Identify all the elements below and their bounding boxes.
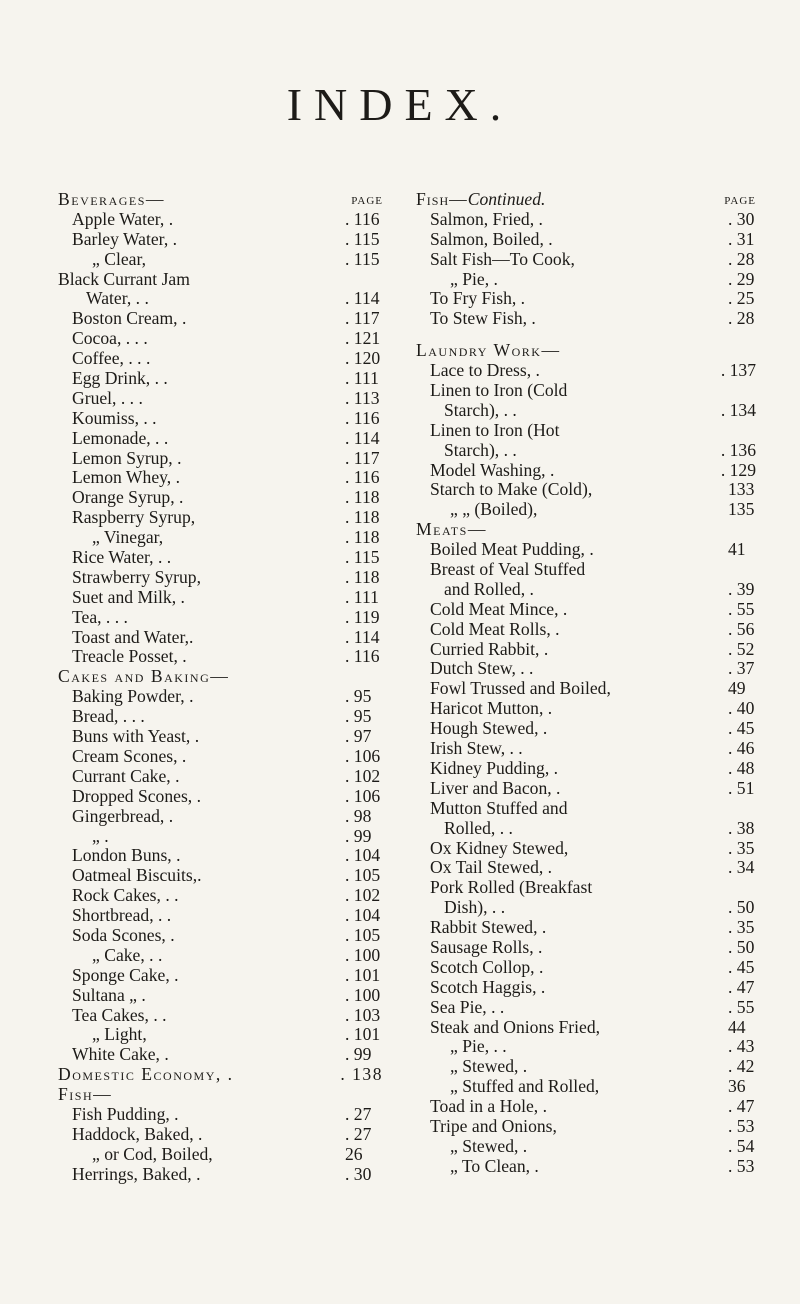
page-number: . 28: [728, 308, 755, 329]
entry-label: Lemonade, . .: [72, 427, 169, 448]
entry-label: Tea, . . .: [72, 606, 128, 627]
entry-label: and Rolled, .: [444, 578, 534, 599]
page-number: . 37: [728, 658, 755, 679]
entry-label: Starch to Make (Cold),: [430, 479, 593, 500]
entry-label: Model Washing, .: [430, 459, 555, 480]
index-entry: [416, 1117, 756, 1137]
entry-label: Strawberry Syrup,: [72, 566, 201, 587]
page-number: 36: [728, 1076, 746, 1097]
index-entry: [58, 1145, 383, 1165]
page-number: . 50: [728, 897, 755, 918]
page-number: . 136: [720, 439, 756, 460]
index-entry: [416, 739, 756, 759]
page-number: . 114: [345, 626, 380, 647]
entry-label: Beverages—: [58, 189, 165, 209]
page-number: . 42: [728, 1056, 755, 1077]
index-entry: [416, 759, 756, 779]
index-entry: [58, 270, 383, 290]
index-entry: [416, 289, 756, 309]
entry-label: Coffee, . . .: [72, 348, 151, 369]
page-number: . 52: [728, 638, 755, 659]
entry-label: „ Stuffed and Rolled,: [450, 1076, 600, 1097]
index-entry: [58, 468, 383, 488]
index-entry: [58, 349, 383, 369]
page-number: . 103: [345, 1004, 381, 1025]
page-number: . 55: [728, 996, 755, 1017]
section-heading: [416, 341, 756, 361]
entry-label: Liver and Bacon, .: [430, 777, 561, 798]
page-number: . 30: [345, 1163, 372, 1184]
entry-label: Laundry Work—: [416, 340, 561, 361]
entry-label: Raspberry Syrup,: [72, 507, 196, 528]
entry-label: Baking Powder, .: [72, 686, 194, 707]
index-entry: [416, 659, 756, 679]
page-number: . 25: [728, 288, 755, 309]
page-number: . 56: [728, 618, 755, 639]
entry-label: Sponge Cake, .: [72, 964, 179, 985]
index-entry: [416, 918, 756, 938]
section-heading: [58, 667, 383, 687]
entry-label: Cakes and Baking—: [58, 666, 230, 687]
index-entry: [58, 986, 383, 1006]
page-number: . 116: [345, 467, 380, 488]
entry-label: Salmon, Fried, .: [430, 208, 543, 229]
page-number: . 27: [345, 1103, 372, 1124]
page-number: . 134: [720, 399, 756, 420]
index-entry: [58, 966, 383, 986]
index-entry: [58, 1045, 383, 1065]
page-number: . 115: [345, 547, 380, 568]
entry-label: Black Currant Jam: [58, 268, 190, 289]
index-entry: [416, 1037, 756, 1057]
section-heading: [58, 190, 383, 210]
index-entry: [58, 488, 383, 508]
index-entry: [416, 799, 756, 819]
page-number: . 99: [345, 825, 372, 846]
index-entry: [58, 906, 383, 926]
index-entry: [58, 230, 383, 250]
page-number: . 114: [345, 288, 380, 309]
page-number: . 115: [345, 228, 380, 249]
page-number: . 54: [728, 1135, 755, 1156]
index-entry: [58, 1105, 383, 1125]
index-entry: [58, 846, 383, 866]
index-entry: [58, 309, 383, 329]
index-entry: [416, 719, 756, 739]
page-number: . 48: [728, 757, 755, 778]
entry-label: Tripe and Onions,: [430, 1115, 557, 1136]
entry-label: Fish Pudding, .: [72, 1103, 179, 1124]
entry-label: Fish—: [416, 189, 468, 209]
entry-label: Starch), . .: [444, 439, 517, 460]
entry-label: Shortbread, . .: [72, 905, 172, 926]
page-number: . 104: [345, 905, 381, 926]
page-number: . 117: [345, 447, 380, 468]
entry-label: To Stew Fish, .: [430, 308, 536, 329]
page-number: . 138: [340, 1064, 383, 1085]
index-entry: [416, 938, 756, 958]
page-number: . 38: [728, 817, 755, 838]
continued-label: Continued.: [467, 189, 546, 209]
index-entries-left: [58, 210, 383, 1185]
index-entry: [58, 727, 383, 747]
entry-label: Fowl Trussed and Boiled,: [430, 678, 611, 699]
index-entry: [58, 409, 383, 429]
entry-label: Linen to Iron (Cold: [430, 380, 568, 401]
entry-label: Boston Cream, .: [72, 308, 187, 329]
index-entry: [416, 1097, 756, 1117]
entry-label: Bread, . . .: [72, 706, 145, 727]
entry-label: Ox Tail Stewed, .: [430, 857, 553, 878]
page-number: . 119: [345, 606, 380, 627]
index-entry: [416, 958, 756, 978]
page-number: . 105: [345, 924, 381, 945]
entry-label: Toad in a Hole, .: [430, 1096, 548, 1117]
index-entry: [58, 946, 383, 966]
index-entry: [416, 401, 756, 421]
index-entry: [416, 230, 756, 250]
section-heading: [58, 1065, 383, 1085]
page-number: . 45: [728, 956, 755, 977]
index-entry: [416, 620, 756, 640]
page-number: . 99: [345, 1044, 372, 1065]
entry-label: Haddock, Baked, .: [72, 1123, 203, 1144]
index-entry: [416, 1057, 756, 1077]
index-column-left: [58, 190, 383, 1185]
page-number: . 47: [728, 1096, 755, 1117]
page-number: . 111: [345, 586, 379, 607]
entry-label: „ „ (Boiled),: [450, 499, 538, 520]
page-number: . 43: [728, 1036, 755, 1057]
page-number: . 106: [345, 745, 381, 766]
entry-label: Curried Rabbit, .: [430, 638, 549, 659]
index-entry: [416, 1157, 756, 1177]
page-number: . 118: [345, 527, 380, 548]
entry-label: „ To Clean, .: [450, 1155, 539, 1176]
index-entry: [416, 270, 756, 290]
index-entry: [58, 787, 383, 807]
index-entry: [58, 389, 383, 409]
entry-label: Tea Cakes, . .: [72, 1004, 167, 1025]
entry-label: Egg Drink, . .: [72, 368, 168, 389]
index-entry: [58, 1025, 383, 1045]
section-heading: [416, 520, 756, 540]
entry-label: Dutch Stew, . .: [430, 658, 534, 679]
index-entry: [416, 250, 756, 270]
page-number: . 53: [728, 1115, 755, 1136]
page-title: INDEX.: [286, 79, 514, 130]
page-number: . 120: [345, 348, 381, 369]
page-number: . 121: [345, 328, 381, 349]
entry-label: Suet and Milk, .: [72, 586, 185, 607]
entry-label: Oatmeal Biscuits,.: [72, 865, 202, 886]
index-entry: [416, 560, 756, 580]
index-entry: [416, 361, 756, 381]
page-number: . 104: [345, 845, 381, 866]
page-number: . 117: [345, 308, 380, 329]
index-entry: [58, 747, 383, 767]
page-number: . 116: [345, 208, 380, 229]
index-entry: [58, 608, 383, 628]
page-number: . 106: [345, 785, 381, 806]
entry-label: London Buns, .: [72, 845, 181, 866]
page-number: . 118: [345, 566, 380, 587]
entry-label: Meats—: [416, 519, 487, 540]
page-number: . 28: [728, 248, 755, 269]
entry-label: Dish), . .: [444, 897, 506, 918]
entry-label: Cocoa, . . .: [72, 328, 148, 349]
index-entry: [58, 588, 383, 608]
index-entry: [416, 441, 756, 461]
entry-label: Cream Scones, .: [72, 745, 187, 766]
page-number: . 47: [728, 976, 755, 997]
page-number: . 137: [720, 360, 756, 381]
page-column-label: PAGE: [724, 195, 756, 207]
entry-label: Scotch Collop, .: [430, 956, 544, 977]
index-entry: [58, 628, 383, 648]
entry-label: To Fry Fish, .: [430, 288, 526, 309]
index-entry: [58, 1006, 383, 1026]
index-entry: [416, 540, 756, 560]
entry-label: Kidney Pudding, .: [430, 757, 559, 778]
page-number: . 101: [345, 964, 381, 985]
index-entry: [416, 998, 756, 1018]
entry-label: „ Pie, . .: [450, 1036, 507, 1057]
page-number: . 30: [728, 208, 755, 229]
entry-label: „ Stewed, .: [450, 1056, 528, 1077]
entry-label: Apple Water, .: [72, 208, 174, 229]
index-entry: [58, 827, 383, 847]
page-number: . 115: [345, 248, 380, 269]
entry-label: „ Cake, . .: [92, 944, 163, 965]
page-number: . 40: [728, 698, 755, 719]
entry-label: Water, . .: [86, 288, 149, 309]
page-number: . 105: [345, 865, 381, 886]
entry-label: Mutton Stuffed and: [430, 797, 568, 818]
index-entry: [416, 461, 756, 481]
page-number: . 29: [728, 268, 755, 289]
entry-label: Sultana „ .: [72, 984, 146, 1005]
entry-label: Domestic Economy, .: [58, 1064, 234, 1085]
index-entry: [58, 1125, 383, 1145]
entry-label: Salmon, Boiled, .: [430, 228, 553, 249]
index-entry: [58, 568, 383, 588]
page-column-label: PAGE: [351, 195, 383, 207]
index-entry: [58, 647, 383, 667]
index-entry: [58, 866, 383, 886]
index-entry: [58, 707, 383, 727]
entry-label: Ox Kidney Stewed,: [430, 837, 569, 858]
page-number: 49: [728, 678, 746, 699]
index-entry: [416, 421, 756, 441]
entry-label: Toast and Water,.: [72, 626, 194, 647]
entry-label: „ Stewed, .: [450, 1135, 528, 1156]
index-entry: [416, 839, 756, 859]
index-entry: [58, 1165, 383, 1185]
index-entry: [58, 449, 383, 469]
entry-label: Haricot Mutton, .: [430, 698, 553, 719]
index-entry: [416, 500, 756, 520]
page-number: . 95: [345, 686, 372, 707]
entry-label: „ Vinegar,: [92, 527, 164, 548]
index-entry: [416, 1137, 756, 1157]
index-entry: [416, 580, 756, 600]
page-number: . 116: [345, 407, 380, 428]
index-entry: [416, 699, 756, 719]
page-number: . 27: [345, 1123, 372, 1144]
entry-label: „ Clear,: [92, 248, 147, 269]
entry-label: Buns with Yeast, .: [72, 726, 200, 747]
index-entry: [58, 369, 383, 389]
entry-label: Lemon Syrup, .: [72, 447, 182, 468]
entry-label: Lemon Whey, .: [72, 467, 180, 488]
entry-label: Irish Stew, . .: [430, 738, 523, 759]
section-heading: [58, 1085, 383, 1105]
entry-label: Cold Meat Rolls, .: [430, 618, 560, 639]
page-number: . 102: [345, 885, 381, 906]
entry-label: Currant Cake, .: [72, 765, 180, 786]
entry-label: Starch), . .: [444, 399, 517, 420]
entry-label: Salt Fish—To Cook,: [430, 248, 575, 269]
index-entry: [416, 819, 756, 839]
entry-label: Rolled, . .: [444, 817, 513, 838]
entry-label: „ Light,: [92, 1024, 147, 1045]
page-number: . 97: [345, 726, 372, 747]
page-number: . 98: [345, 805, 372, 826]
page-number: . 129: [720, 459, 756, 480]
entry-label: Dropped Scones, .: [72, 785, 201, 806]
page-number: . 102: [345, 765, 381, 786]
index-entry: [58, 528, 383, 548]
page-number: . 101: [345, 1024, 381, 1045]
index-entry: [58, 807, 383, 827]
index-entry: [58, 926, 383, 946]
entry-label: Lace to Dress, .: [430, 360, 540, 381]
entry-label: Linen to Iron (Hot: [430, 419, 560, 440]
page-number: . 55: [728, 598, 755, 619]
entry-label: „ or Cod, Boiled,: [92, 1143, 213, 1164]
entry-label: Steak and Onions Fried,: [430, 1016, 601, 1037]
page-number: . 50: [728, 936, 755, 957]
page-number: 135: [728, 499, 755, 520]
index-entry: [416, 480, 756, 500]
page-number: . 113: [345, 387, 380, 408]
entry-label: Scotch Haggis, .: [430, 976, 546, 997]
entry-label: Sausage Rolls, .: [430, 936, 543, 957]
index-entry: [58, 429, 383, 449]
entry-label: Rice Water, . .: [72, 547, 172, 568]
page-number: . 114: [345, 427, 380, 448]
index-entry: [58, 210, 383, 230]
entry-label: „ .: [92, 825, 109, 846]
index-entries-right: [416, 210, 756, 1177]
page-number: . 53: [728, 1155, 755, 1176]
entry-label: Gruel, . . .: [72, 387, 143, 408]
index-entry: [416, 210, 756, 230]
page-number: . 95: [345, 706, 372, 727]
index-entry: [416, 600, 756, 620]
entry-label: Koumiss, . .: [72, 407, 157, 428]
entry-label: Rock Cakes, . .: [72, 885, 179, 906]
entry-label: Treacle Posset, .: [72, 646, 187, 667]
entry-label: Herrings, Baked, .: [72, 1163, 201, 1184]
entry-label: Soda Scones, .: [72, 924, 175, 945]
index-entry: [58, 289, 383, 309]
index-entry: [416, 640, 756, 660]
index-entry: [58, 508, 383, 528]
page-number: 41: [728, 539, 746, 560]
section-heading: [416, 190, 756, 210]
page-number: . 100: [345, 984, 381, 1005]
page-number: . 100: [345, 944, 381, 965]
index-entry: [416, 978, 756, 998]
page-number: . 34: [728, 857, 755, 878]
page-number: . 116: [345, 646, 380, 667]
index-entry: [58, 886, 383, 906]
page-number: . 118: [345, 487, 380, 508]
page-number: . 31: [728, 228, 755, 249]
entry-label: Rabbit Stewed, .: [430, 917, 547, 938]
entry-label: Cold Meat Mince, .: [430, 598, 568, 619]
entry-label: Orange Syrup, .: [72, 487, 184, 508]
page-number: . 51: [728, 777, 755, 798]
index-entry: [58, 250, 383, 270]
index-entry: [58, 329, 383, 349]
page-number: 26: [345, 1143, 363, 1164]
index-entry: [416, 1077, 756, 1097]
index-entry: [416, 858, 756, 878]
index-entry: [58, 548, 383, 568]
entry-label: Boiled Meat Pudding, .: [430, 539, 594, 560]
entry-label: Hough Stewed, .: [430, 718, 548, 739]
index-entry: [58, 687, 383, 707]
index-column-right: [416, 190, 756, 1177]
page-number: . 39: [728, 578, 755, 599]
index-entry: [416, 381, 756, 401]
index-entry: [416, 779, 756, 799]
index-entry: [416, 679, 756, 699]
entry-label: Barley Water, .: [72, 228, 178, 249]
index-entry: [416, 1018, 756, 1038]
page-number: . 46: [728, 738, 755, 759]
entry-label: Pork Rolled (Breakfast: [430, 877, 593, 898]
page-number: . 35: [728, 837, 755, 858]
page-number: . 45: [728, 718, 755, 739]
page-number: 44: [728, 1016, 746, 1037]
entry-label: White Cake, .: [72, 1044, 169, 1065]
page-number: . 118: [345, 507, 380, 528]
index-entry: [416, 878, 756, 898]
index-entry: [416, 898, 756, 918]
page-number: . 35: [728, 917, 755, 938]
entry-label: Breast of Veal Stuffed: [430, 559, 586, 580]
page-number: 133: [728, 479, 755, 500]
index-entry: [416, 309, 756, 329]
entry-label: Gingerbread, .: [72, 805, 174, 826]
entry-label: Sea Pie, . .: [430, 996, 505, 1017]
index-entry: [58, 767, 383, 787]
entry-label: Fish—: [58, 1084, 113, 1105]
page-number: . 111: [345, 368, 379, 389]
entry-label: „ Pie, .: [450, 268, 498, 289]
